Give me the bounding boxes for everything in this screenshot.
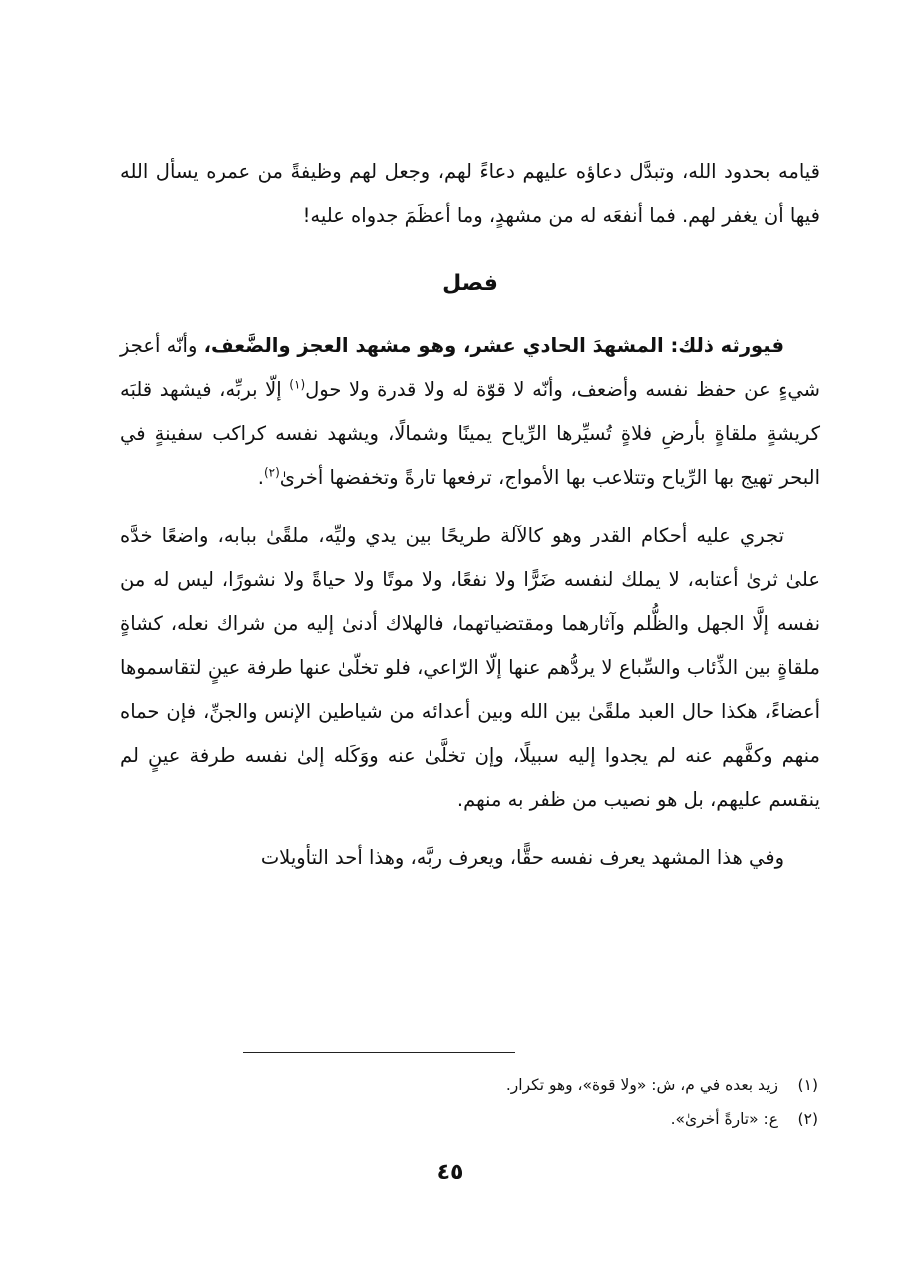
footnote-ref-2[interactable]: (٢) xyxy=(263,465,280,480)
paragraph-knowledge: وفي هذا المشهد يعرف نفسه حقًّا، ويعرف ربَّه، وهذا أحد التأويلات xyxy=(260,846,784,869)
page-body xyxy=(120,150,820,880)
paragraph-text: وأنّه أعجز شيءٍ عن حفظ نفسه وأضعف، وأنّه لا قوّة له ولا قدرة ولا حول xyxy=(120,334,820,401)
paragraph-end: . xyxy=(257,466,264,489)
footnote-ref-1[interactable]: (١) xyxy=(289,377,306,392)
footnote-separator xyxy=(243,1052,515,1053)
paragraph-lead: فيورثه ذلك: المشهدَ الحادي عشر، وهو مشهد العجز والضَّعف، xyxy=(203,334,784,357)
footnote-number: (١) xyxy=(797,1076,818,1094)
footnote-text: ع: «تارةً أخرىٰ». xyxy=(670,1110,778,1128)
footnote-2 xyxy=(118,1102,818,1136)
footnotes xyxy=(118,1068,818,1136)
paragraph-fate: تجري عليه أحكام القدر وهو كالآلة طريحًا بين يدي وليِّه، ملقًىٰ ببابه، واضعًا خدَّه علىٰ ثرىٰ أعتابه، لا يملك لنفسه ضَرًّا ولا نفعًا، ولا موتًا ولا حياةً ولا نشورًا، ليس له من نفسه إلَّا الجهل والظُّلم وآثارهما ومقتضياتهما، فالهلاك أدنىٰ إليه من شراك نعله، كشاةٍ ملقاةٍ بين الذِّئاب والسِّباع لا يردُّهم عنها إلّا الرّاعي، فلو تخلّىٰ عنها طرفة عينٍ لتقاسموها أعضاءً، هكذا حال العبد ملقًىٰ بين الله وبين أعدائه من شياطين الإنس والجنِّ، فإن حماه منهم وكفَّهم عنه لم يجدوا إليه سبيلًا، وإن تخلَّىٰ عنه ووَكَله إلىٰ نفسه طرفة عينٍ لم ينقسم عليهم، بل هو نصيب من ظفر به منهم. xyxy=(120,524,820,811)
footnote-text: زيد بعده في م، ش: «ولا قوة»، وهو تكرار. xyxy=(505,1076,778,1094)
paragraph-weakness-scene xyxy=(120,324,820,500)
footnote-number: (٢) xyxy=(797,1110,818,1128)
page-number: ٤٥ xyxy=(436,1160,464,1185)
footnote-1 xyxy=(118,1068,818,1102)
paragraph-text: إلّا بربِّه، فيشهد قلبَه كريشةٍ ملقاةٍ بأرضِ فلاةٍ تُسيِّرها الرِّياح يمينًا وشمالًا، ويشهد نفسه كراكب سفينةٍ في البحر تهيج بها الرِّياح وتتلاعب بها الأمواج، ترفعها تارةً وتخفضها أخرىٰ xyxy=(120,378,820,489)
paragraph-continuation: قيامه بحدود الله، وتبدَّل دعاؤه عليهم دعاءً لهم، وجعل لهم وظيفةً من عمره يسأل الله فيها أن يغفر لهم. فما أنفعَه له من مشهدٍ، وما أعظَمَ جدواه عليه! xyxy=(120,160,820,227)
section-title: فصل xyxy=(442,271,498,296)
